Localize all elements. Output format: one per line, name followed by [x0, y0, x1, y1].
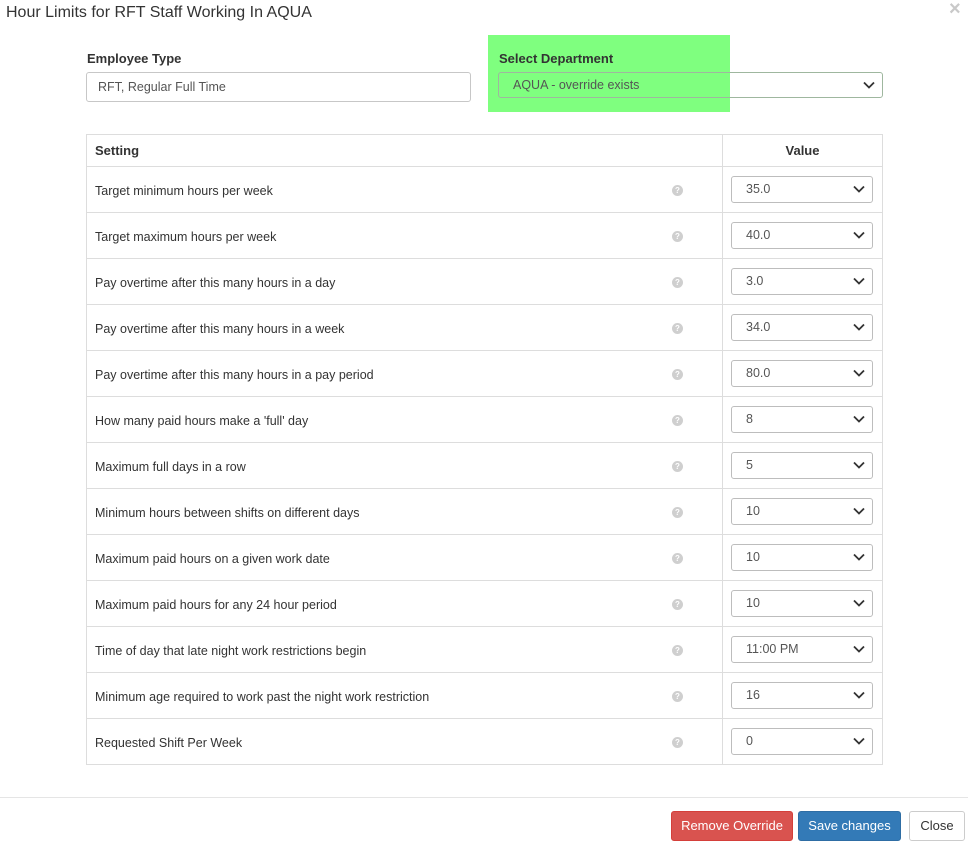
- table-row: [87, 535, 883, 581]
- value-cell: [723, 719, 883, 765]
- setting-label: Minimum age required to work past the night work restriction: [95, 690, 430, 704]
- setting-value-select[interactable]: [731, 682, 873, 709]
- value-cell: [723, 673, 883, 719]
- setting-label: Target maximum hours per week: [95, 230, 277, 244]
- setting-value-select[interactable]: [731, 406, 873, 433]
- department-select[interactable]: [498, 72, 883, 98]
- table-row: [87, 489, 883, 535]
- setting-cell: [87, 719, 723, 765]
- setting-label: How many paid hours make a 'full' day: [95, 414, 309, 428]
- value-cell: [723, 167, 883, 213]
- table-row: [87, 259, 883, 305]
- chevron-down-icon: [853, 553, 865, 561]
- table-row: [87, 305, 883, 351]
- chevron-down-icon: [853, 231, 865, 239]
- setting-cell: [87, 213, 723, 259]
- value-cell: [723, 489, 883, 535]
- chevron-down-icon: [853, 415, 865, 423]
- setting-value: 40.0: [746, 228, 771, 242]
- setting-value: 3.0: [746, 274, 764, 288]
- department-label: Select Department: [499, 51, 614, 66]
- value-cell: [723, 535, 883, 581]
- value-cell: [723, 581, 883, 627]
- setting-value: 34.0: [746, 320, 771, 334]
- employee-type-input[interactable]: RFT, Regular Full Time: [86, 72, 471, 102]
- question-circle-icon[interactable]: ?: [672, 277, 683, 288]
- chevron-down-icon: [853, 599, 865, 607]
- setting-label: Pay overtime after this many hours in a week: [95, 322, 345, 336]
- setting-label: Pay overtime after this many hours in a day: [95, 276, 336, 290]
- table-row: [87, 213, 883, 259]
- save-changes-button[interactable]: Save changes: [798, 811, 901, 841]
- setting-cell: [87, 443, 723, 489]
- setting-label: Pay overtime after this many hours in a pay period: [95, 368, 374, 382]
- question-circle-icon[interactable]: ?: [672, 507, 683, 518]
- setting-cell: [87, 351, 723, 397]
- chevron-down-icon: [853, 461, 865, 469]
- setting-value: 80.0: [746, 366, 771, 380]
- setting-value-select[interactable]: [731, 176, 873, 203]
- question-circle-icon[interactable]: ?: [672, 185, 683, 196]
- setting-cell: [87, 673, 723, 719]
- chevron-down-icon: [853, 323, 865, 331]
- setting-value-select[interactable]: [731, 452, 873, 479]
- setting-value: 16: [746, 688, 760, 702]
- close-icon[interactable]: ×: [949, 0, 961, 20]
- chevron-down-icon: [853, 277, 865, 285]
- chevron-down-icon: [853, 185, 865, 193]
- setting-value-select[interactable]: [731, 268, 873, 295]
- setting-value-select[interactable]: [731, 636, 873, 663]
- setting-value-select[interactable]: [731, 728, 873, 755]
- setting-cell: [87, 489, 723, 535]
- modal-title: Hour Limits for RFT Staff Working In AQUA: [6, 4, 312, 21]
- settings-table: [86, 134, 883, 765]
- setting-cell: [87, 259, 723, 305]
- value-cell: [723, 351, 883, 397]
- chevron-down-icon: [853, 737, 865, 745]
- setting-cell: [87, 581, 723, 627]
- setting-label: Maximum full days in a row: [95, 460, 246, 474]
- setting-value: 10: [746, 504, 760, 518]
- table-row: [87, 581, 883, 627]
- chevron-down-icon: [863, 81, 875, 89]
- question-circle-icon[interactable]: ?: [672, 461, 683, 472]
- setting-value-select[interactable]: [731, 360, 873, 387]
- setting-cell: [87, 167, 723, 213]
- chevron-down-icon: [853, 645, 865, 653]
- setting-value: 0: [746, 734, 753, 748]
- setting-cell: [87, 305, 723, 351]
- question-circle-icon[interactable]: ?: [672, 415, 683, 426]
- setting-label: Minimum hours between shifts on different days: [95, 506, 360, 520]
- value-cell: [723, 305, 883, 351]
- setting-cell: [87, 627, 723, 673]
- setting-value: 35.0: [746, 182, 771, 196]
- setting-value-select[interactable]: [731, 314, 873, 341]
- value-column-header: Value: [723, 135, 883, 167]
- setting-value-select[interactable]: [731, 544, 873, 571]
- setting-cell: [87, 535, 723, 581]
- table-header-row: [87, 135, 883, 167]
- question-circle-icon[interactable]: ?: [672, 645, 683, 656]
- setting-value: 11:00 PM: [746, 642, 799, 656]
- value-cell: [723, 397, 883, 443]
- value-cell: [723, 627, 883, 673]
- chevron-down-icon: [853, 507, 865, 515]
- table-row: [87, 443, 883, 489]
- setting-label: Requested Shift Per Week: [95, 736, 243, 750]
- setting-label: Maximum paid hours for any 24 hour period: [95, 598, 337, 612]
- footer-divider: [0, 797, 968, 798]
- setting-value-select[interactable]: [731, 222, 873, 249]
- setting-cell: [87, 397, 723, 443]
- table-row: [87, 397, 883, 443]
- setting-label: Time of day that late night work restrictions begin: [95, 644, 367, 658]
- setting-value: 10: [746, 596, 760, 610]
- value-cell: [723, 259, 883, 305]
- value-cell: [723, 443, 883, 489]
- question-circle-icon[interactable]: ?: [672, 553, 683, 564]
- question-circle-icon[interactable]: ?: [672, 369, 683, 380]
- question-circle-icon[interactable]: ?: [672, 737, 683, 748]
- question-circle-icon[interactable]: ?: [672, 691, 683, 702]
- question-circle-icon[interactable]: ?: [672, 323, 683, 334]
- chevron-down-icon: [853, 369, 865, 377]
- setting-value-select[interactable]: [731, 590, 873, 617]
- department-selected-value: AQUA - override exists: [513, 78, 640, 92]
- setting-label: Target minimum hours per week: [95, 184, 273, 198]
- table-row: [87, 719, 883, 765]
- value-cell: [723, 213, 883, 259]
- setting-value: 5: [746, 458, 753, 472]
- setting-label: Maximum paid hours on a given work date: [95, 552, 330, 566]
- question-circle-icon[interactable]: ?: [672, 599, 683, 610]
- setting-column-header: Setting: [87, 135, 723, 167]
- setting-value: 8: [746, 412, 753, 426]
- setting-value-select[interactable]: [731, 498, 873, 525]
- employee-type-label: Employee Type: [87, 51, 182, 66]
- question-circle-icon[interactable]: ?: [672, 231, 683, 242]
- table-row: [87, 627, 883, 673]
- close-button[interactable]: Close: [909, 811, 965, 841]
- table-row: [87, 167, 883, 213]
- table-row: [87, 351, 883, 397]
- table-row: [87, 673, 883, 719]
- setting-value: 10: [746, 550, 760, 564]
- chevron-down-icon: [853, 691, 865, 699]
- remove-override-button[interactable]: Remove Override: [671, 811, 793, 841]
